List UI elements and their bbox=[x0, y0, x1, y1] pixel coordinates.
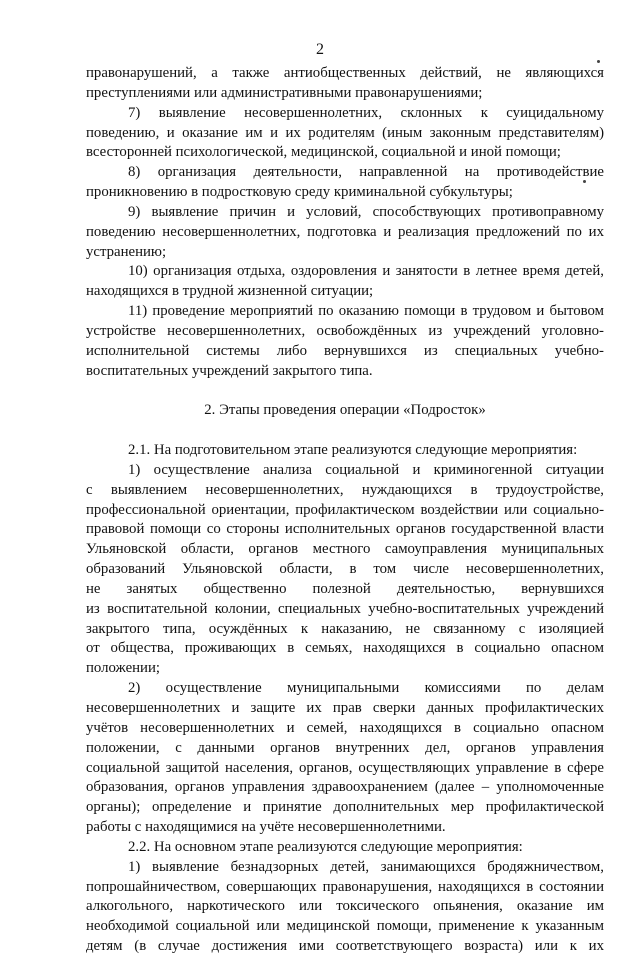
text-line: социальной защитой населения, органов, осуществляющих управление в сфере bbox=[86, 759, 604, 776]
text-line: 2) осуществление муниципальными комиссиями по делам bbox=[128, 680, 604, 697]
text-line: проникновению в подростковую среду криминальной субкультуры; bbox=[86, 184, 513, 201]
text-line: закрытого типа, осуждённых к наказанию, не связанному с изоляцией bbox=[86, 620, 604, 637]
text-line: положении; bbox=[86, 660, 160, 677]
text-line: исполнительной системы либо вернувшихся из специальных учебно- bbox=[86, 342, 604, 359]
text-line: с выявлением несовершеннолетних, нуждающихся в трудоустройстве, bbox=[86, 481, 604, 498]
text-line: правонарушений, а также антиобщественных действий, не являющихся bbox=[86, 65, 604, 81]
text-line: попрошайничеством, совершающих правонарушения, находящихся в состоянии bbox=[86, 878, 604, 895]
text-line: всесторонней психологической, медицинской, социальной и иной помощи; bbox=[86, 144, 561, 161]
section-heading: 2. Этапы проведения операции «Подросток» bbox=[204, 402, 486, 419]
text-line: правовой помощи со стороны исполнительных органов государственной власти bbox=[86, 521, 604, 538]
text-line: алкогольного, наркотического или токсического опьянения, оказание им bbox=[86, 898, 604, 915]
text-line: 1) выявление безнадзорных детей, занимающихся бродяжничеством, bbox=[128, 858, 604, 875]
text-line: 10) организация отдыха, оздоровления и занятости в летнее время детей, bbox=[128, 263, 604, 280]
text-line: устранению; bbox=[86, 243, 167, 260]
text-line: несовершеннолетних и защите их прав сверки данных профилактических bbox=[86, 700, 604, 716]
text-line: работы с находящимися на учёте несовершеннолетними. bbox=[86, 819, 446, 836]
text-line: из воспитательной колонии, специальных учебно-воспитательных учреждений bbox=[86, 600, 604, 617]
text-line: 2.2. На основном этапе реализуются следующие мероприятия: bbox=[128, 838, 523, 855]
text-line: органы); определение и принятие дополнительных мер профилактической bbox=[86, 799, 604, 816]
text-line: воспитательных учреждений закрытого типа. bbox=[86, 362, 373, 379]
text-line: находящихся в трудной жизненной ситуации; bbox=[86, 283, 374, 300]
text-line: 11) проведение мероприятий по оказанию помощи в трудовом и бытовом bbox=[128, 303, 604, 320]
text-line: 2.1. На подготовительном этапе реализуются следующие мероприятия: bbox=[128, 442, 578, 459]
text-line: устройстве несовершеннолетних, освобождённых из учреждений уголовно- bbox=[86, 322, 604, 339]
text-line: образований Ульяновской области, в том числе несовершеннолетних, bbox=[86, 561, 604, 578]
text-line: 8) организация деятельности, направленной на противодействие bbox=[128, 164, 604, 181]
text-line: поведению, и оказание им и их родителям (иным законным представителям) bbox=[86, 124, 604, 141]
text-line: от общества, проживающих в семьях, находящихся в социально опасном bbox=[86, 640, 604, 657]
text-line: детям (в случае достижения ими соответствующего возраста) или к их bbox=[86, 938, 604, 955]
text-line: образования, органов управления здравоохранением (далее – уполномоченные bbox=[86, 779, 604, 796]
document-body bbox=[86, 64, 604, 957]
text-line: не занятых общественно полезной деятельностью, вернувшихся bbox=[86, 580, 604, 597]
text-line: необходимой социальной или медицинской помощи, применение к указанным bbox=[86, 918, 604, 935]
page-number: 2 bbox=[316, 41, 324, 58]
text-line: Ульяновской области, органов местного самоуправления муниципальных bbox=[86, 541, 604, 558]
blank-line bbox=[86, 382, 604, 402]
text-line: профессиональной ориентации, профилактическом воздействии или социально- bbox=[86, 501, 604, 518]
blank-line bbox=[86, 421, 604, 441]
text-line: 7) выявление несовершеннолетних, склонных к суицидальному bbox=[128, 104, 604, 121]
text-line: поведению несовершеннолетних, подготовка и реализация предложений по их bbox=[86, 223, 604, 240]
text-line: преступлениями или административными правонарушениями; bbox=[86, 84, 483, 101]
text-line: положении, с данными органов внутренних дел, органов управления bbox=[86, 739, 604, 756]
text-line: 9) выявление причин и условий, способствующих противоправному bbox=[128, 203, 604, 220]
scan-speck bbox=[597, 60, 600, 63]
text-line: 1) осуществление анализа социальной и криминогенной ситуации bbox=[128, 461, 604, 478]
text-line: учётов несовершеннолетних и семей, находящихся в социально опасном bbox=[86, 719, 604, 736]
